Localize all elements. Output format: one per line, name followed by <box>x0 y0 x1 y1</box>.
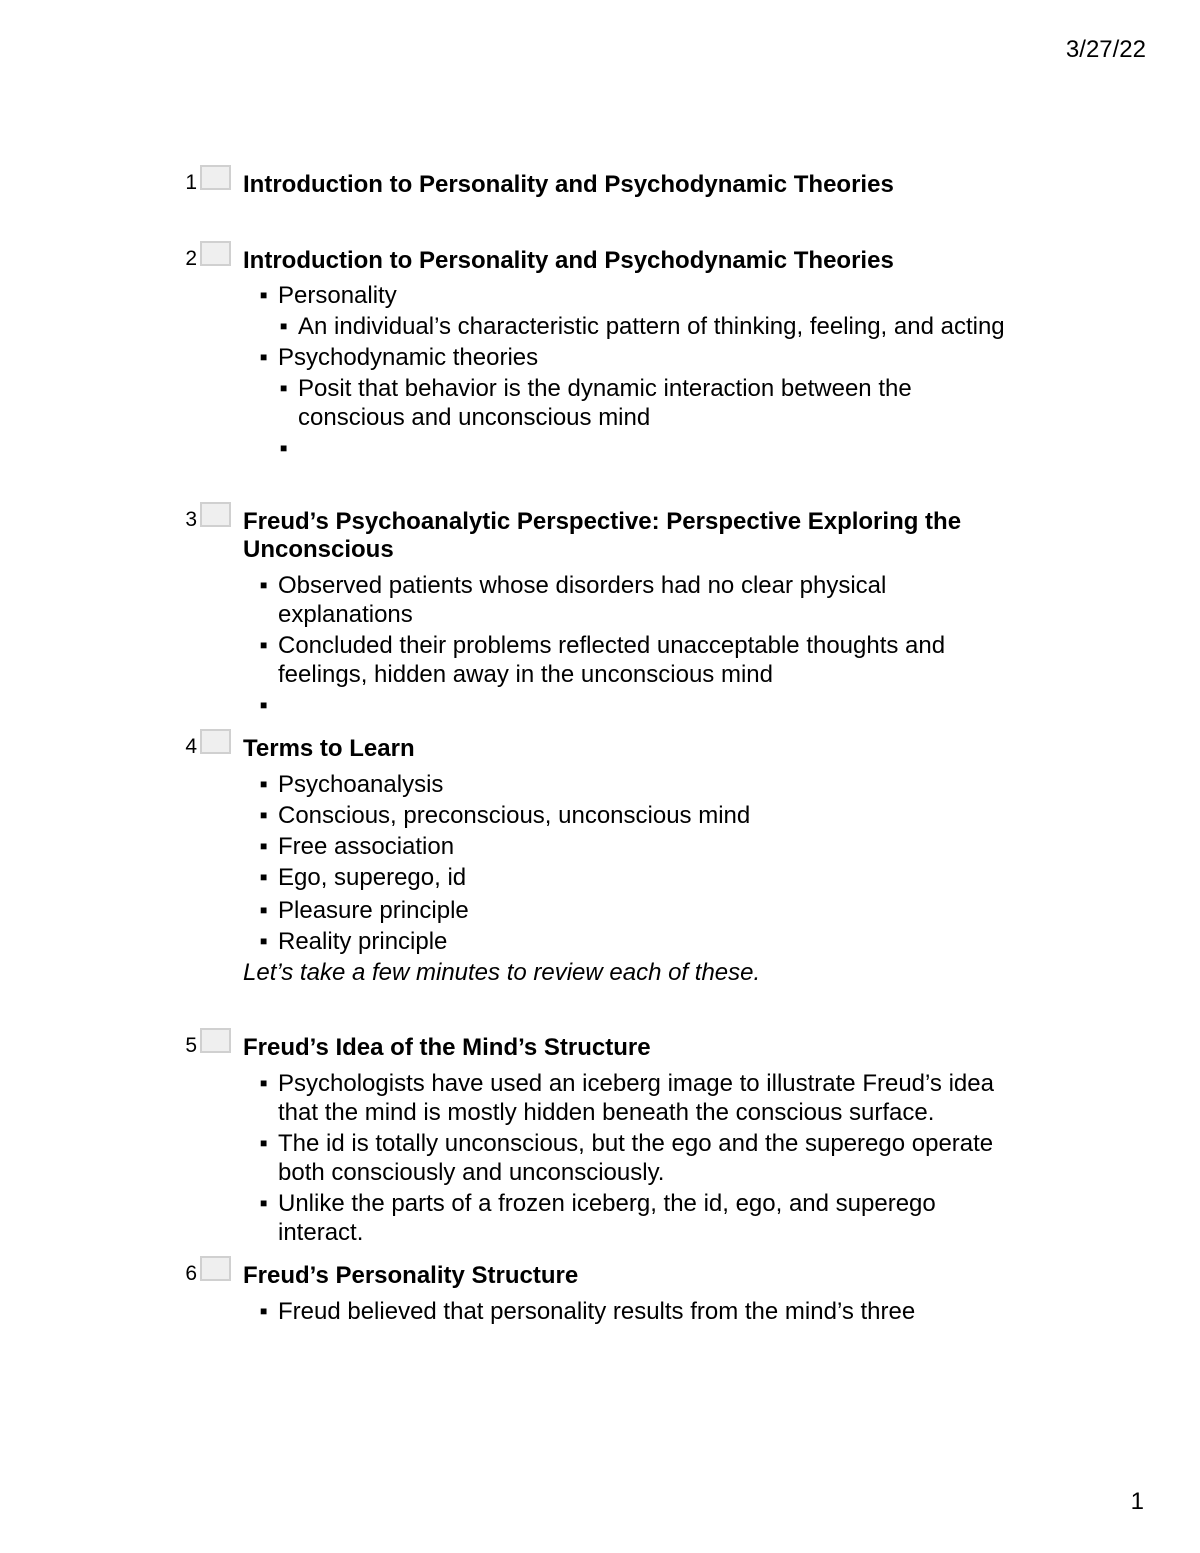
slide-header <box>180 171 1020 199</box>
slide-number: 6 <box>185 1262 197 1285</box>
list-item: ■ Freud believed that personality results from the mind’s three <box>260 1298 916 1325</box>
slide-header <box>180 1262 1020 1290</box>
square-bullet-icon: ■ <box>260 1136 268 1150</box>
slide-title: Introduction to Personality and Psychodynamic Theories <box>243 171 894 198</box>
slide-title: Introduction to Personality and Psychodynamic Theories <box>243 247 894 274</box>
list-item <box>280 434 1020 463</box>
list-item: ■ Concluded their problems reflected unacceptable thoughts and feelings, hidden away in the unconscious mind <box>260 632 946 688</box>
square-bullet-icon: ■ <box>260 808 268 822</box>
square-bullet-icon: ■ <box>260 777 268 791</box>
slide-header <box>180 508 1020 564</box>
slide-thumbnail[interactable] <box>200 165 231 190</box>
list-item: ■ Free association <box>260 833 455 860</box>
bullet-list <box>180 281 1020 463</box>
slide-number: 5 <box>185 1034 197 1057</box>
list-item: ■ Personality <box>260 282 397 309</box>
bullet-list <box>180 571 1020 720</box>
list-item: ■ Pleasure principle <box>260 897 469 924</box>
list-item <box>260 691 1020 720</box>
slide-5 <box>180 1034 1020 1247</box>
slide-title: Freud’s Personality Structure <box>243 1262 579 1289</box>
square-bullet-icon: ■ <box>260 1076 268 1090</box>
slide-thumbnail[interactable] <box>200 1256 231 1281</box>
list-item: ■ Unlike the parts of a frozen iceberg, the id, ego, and superego interact. <box>260 1190 936 1246</box>
list-item: ■ Reality principle <box>260 928 448 955</box>
square-bullet-icon: ■ <box>280 441 288 455</box>
list-item: ■ Psychologists have used an iceberg image to illustrate Freud’s idea that the mind is mostly hidden beneath the conscious surface. <box>260 1070 994 1126</box>
list-item: ■ Observed patients whose disorders had no clear physical explanations <box>260 572 887 628</box>
square-bullet-icon: ■ <box>260 638 268 652</box>
square-bullet-icon: ■ <box>260 839 268 853</box>
square-bullet-icon: ■ <box>260 1196 268 1210</box>
slide-thumbnail[interactable] <box>200 241 231 266</box>
list-item: ■ The id is totally unconscious, but the ego and the superego operate both consciously and unconsciously. <box>260 1130 994 1186</box>
slide-header <box>180 735 1020 763</box>
square-bullet-icon: ■ <box>260 350 268 364</box>
slide-number: 4 <box>185 735 197 758</box>
square-bullet-icon: ■ <box>260 903 268 917</box>
list-item: ■ Psychodynamic theories <box>260 344 539 371</box>
list-item: ■ Conscious, preconscious, unconscious mind <box>260 802 751 829</box>
square-bullet-icon: ■ <box>280 319 288 333</box>
slide-title: Terms to Learn <box>243 735 415 762</box>
speaker-note: Let’s take a few minutes to review each of these. <box>243 959 761 986</box>
slide-3 <box>180 508 1020 720</box>
slide-number: 1 <box>185 171 197 194</box>
list-item: ■ Ego, superego, id <box>260 864 467 891</box>
slide-thumbnail[interactable] <box>200 1028 231 1053</box>
square-bullet-icon: ■ <box>260 578 268 592</box>
square-bullet-icon: ■ <box>260 870 268 884</box>
slide-thumbnail[interactable] <box>200 729 231 754</box>
slide-6 <box>180 1262 1020 1326</box>
bullet-list <box>180 1069 1020 1247</box>
square-bullet-icon: ■ <box>260 934 268 948</box>
square-bullet-icon: ■ <box>260 1304 268 1318</box>
slide-title: Freud’s Idea of the Mind’s Structure <box>243 1034 651 1061</box>
slide-title: Freud’s Psychoanalytic Perspective: Perspective Exploring the Unconscious <box>243 508 962 563</box>
square-bullet-icon: ■ <box>260 288 268 302</box>
slide-4 <box>180 735 1020 987</box>
print-date: 3/27/22 <box>1065 36 1146 63</box>
list-item: ■ Posit that behavior is the dynamic interaction between the conscious and unconscious mind <box>280 375 912 431</box>
slide-thumbnail[interactable] <box>200 502 231 527</box>
list-item: ■ Psychoanalysis <box>260 771 444 798</box>
slide-header <box>180 1034 1020 1062</box>
slide-number: 2 <box>185 247 197 270</box>
bullet-list <box>180 770 1020 956</box>
bullet-list <box>180 1297 1020 1326</box>
square-bullet-icon: ■ <box>260 698 268 712</box>
slide-2 <box>180 247 1020 463</box>
slide-header <box>180 247 1020 275</box>
page-number: 1 <box>1130 1488 1144 1515</box>
square-bullet-icon: ■ <box>280 381 288 395</box>
slide-number: 3 <box>185 508 197 531</box>
slide-1 <box>180 171 1020 199</box>
list-item: ■ An individual’s characteristic pattern of thinking, feeling, and acting <box>280 313 1005 340</box>
